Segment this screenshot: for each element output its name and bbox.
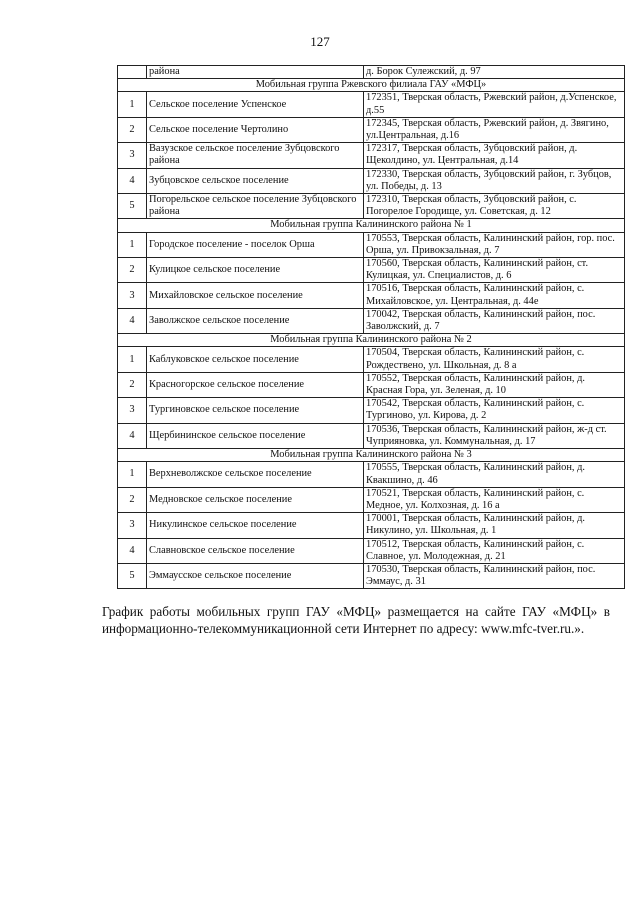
settlement-address: 170504, Тверская область, Калининский район, с. Рождествено, ул. Школьная, д. 8 а (364, 347, 625, 372)
table-row (118, 194, 625, 219)
row-number: 2 (118, 258, 147, 283)
settlement-name: Славновское сельское поселение (147, 538, 364, 563)
group-header-row (118, 449, 625, 462)
settlement-address: 170553, Тверская область, Калининский район, гор. пос. Орша, ул. Привокзальная, д. 7 (364, 232, 625, 257)
table-row (118, 372, 625, 397)
table-row (118, 487, 625, 512)
settlement-name: района (147, 66, 364, 79)
settlement-address: 170516, Тверская область, Калининский район, с. Михайловское, ул. Центральная, д. 44е (364, 283, 625, 308)
row-number: 1 (118, 462, 147, 487)
settlement-name: Михайловское сельское поселение (147, 283, 364, 308)
settlement-address: 172310, Тверская область, Зубцовский район, с. Погорелое Городище, ул. Советская, д. 12 (364, 194, 625, 219)
settlement-name: Щербининское сельское поселение (147, 423, 364, 448)
row-number: 3 (118, 513, 147, 538)
table-row (118, 513, 625, 538)
group-title: Мобильная группа Калининского района № 3 (118, 449, 625, 462)
row-number: 5 (118, 194, 147, 219)
table-row (118, 92, 625, 117)
settlement-address: 170530, Тверская область, Калининский район, пос. Эммаус, д. 31 (364, 563, 625, 588)
table-row (118, 117, 625, 142)
settlement-name: Эммаусское сельское поселение (147, 563, 364, 588)
settlement-address: 170555, Тверская область, Калининский район, д. Квакшино, д. 46 (364, 462, 625, 487)
group-title: Мобильная группа Калининского района № 1 (118, 219, 625, 232)
table-row (118, 538, 625, 563)
settlement-name: Красногорское сельское поселение (147, 372, 364, 397)
settlement-name: Заволжское сельское поселение (147, 308, 364, 333)
footer-paragraph: График работы мобильных групп ГАУ «МФЦ» размещается на сайте ГАУ «МФЦ» в информационно-телекоммуникационной сети Интернет по адресу: www.mfc-tver.ru.». (102, 604, 610, 636)
row-number: 3 (118, 398, 147, 423)
settlement-name: Сельское поселение Успенское (147, 92, 364, 117)
table-row (118, 283, 625, 308)
row-number: 3 (118, 143, 147, 168)
table-row (118, 143, 625, 168)
settlement-name: Тургиновское сельское поселение (147, 398, 364, 423)
mfc-schedule-table (117, 65, 625, 589)
settlement-name: Каблуковское сельское поселение (147, 347, 364, 372)
table-row (118, 258, 625, 283)
settlement-name: Городское поселение - поселок Орша (147, 232, 364, 257)
row-number: 2 (118, 117, 147, 142)
settlement-address: 172317, Тверская область, Зубцовский район, д. Щеколдино, ул. Центральная, д.14 (364, 143, 625, 168)
row-number: 2 (118, 487, 147, 512)
settlement-name: Кулицкое сельское поселение (147, 258, 364, 283)
settlement-name: Погорельское сельское поселение Зубцовского района (147, 194, 364, 219)
row-number: 4 (118, 538, 147, 563)
table-body (118, 66, 625, 589)
settlement-name: Верхневолжское сельское поселение (147, 462, 364, 487)
settlement-address: 170552, Тверская область, Калининский район, д. Красная Гора, ул. Зеленая, д. 10 (364, 372, 625, 397)
settlement-address: 170001, Тверская область, Калининский район, д. Никулино, ул. Школьная, д. 1 (364, 513, 625, 538)
row-number: 4 (118, 308, 147, 333)
row-number: 3 (118, 283, 147, 308)
table-row (118, 423, 625, 448)
row-number (118, 66, 147, 79)
table-row (118, 168, 625, 193)
row-number: 1 (118, 92, 147, 117)
table-row (118, 308, 625, 333)
row-number: 5 (118, 563, 147, 588)
page-number: 127 (310, 34, 330, 49)
table-row (118, 66, 625, 79)
row-number: 1 (118, 232, 147, 257)
settlement-address: 172351, Тверская область, Ржевский район, д.Успенское, д.55 (364, 92, 625, 117)
group-title: Мобильная группа Ржевского филиала ГАУ «МФЦ» (118, 79, 625, 92)
row-number: 4 (118, 168, 147, 193)
group-header-row (118, 219, 625, 232)
settlement-address: 172330, Тверская область, Зубцовский район, г. Зубцов, ул. Победы, д. 13 (364, 168, 625, 193)
settlement-address: 172345, Тверская область, Ржевский район, д. Звягино, ул.Центральная, д.16 (364, 117, 625, 142)
settlement-name: Сельское поселение Чертолино (147, 117, 364, 142)
settlement-name: Никулинское сельское поселение (147, 513, 364, 538)
table-row (118, 462, 625, 487)
table-row (118, 232, 625, 257)
settlement-address: 170042, Тверская область, Калининский район, пос. Заволжский, д. 7 (364, 308, 625, 333)
settlement-address: 170536, Тверская область, Калининский район, ж-д ст. Чуприяновка, ул. Коммунальная, д. 17 (364, 423, 625, 448)
settlement-address: 170512, Тверская область, Калининский район, с. Славное, ул. Молодежная, д. 21 (364, 538, 625, 563)
settlement-address: 170560, Тверская область, Калининский район, ст. Кулицкая, ул. Специалистов, д. 6 (364, 258, 625, 283)
settlement-address: 170542, Тверская область, Калининский район, с. Тургиново, ул. Кирова, д. 2 (364, 398, 625, 423)
group-header-row (118, 79, 625, 92)
table-row (118, 347, 625, 372)
settlement-name: Медновское сельское поселение (147, 487, 364, 512)
row-number: 2 (118, 372, 147, 397)
table-row (118, 398, 625, 423)
row-number: 4 (118, 423, 147, 448)
settlement-name: Зубцовское сельское поселение (147, 168, 364, 193)
group-header-row (118, 334, 625, 347)
table-row (118, 563, 625, 588)
row-number: 1 (118, 347, 147, 372)
settlement-address: д. Борок Сулежский, д. 97 (364, 66, 625, 79)
settlement-address: 170521, Тверская область, Калининский район, с. Медное, ул. Колхозная, д. 16 а (364, 487, 625, 512)
group-title: Мобильная группа Калининского района № 2 (118, 334, 625, 347)
settlement-name: Вазузское сельское поселение Зубцовского района (147, 143, 364, 168)
